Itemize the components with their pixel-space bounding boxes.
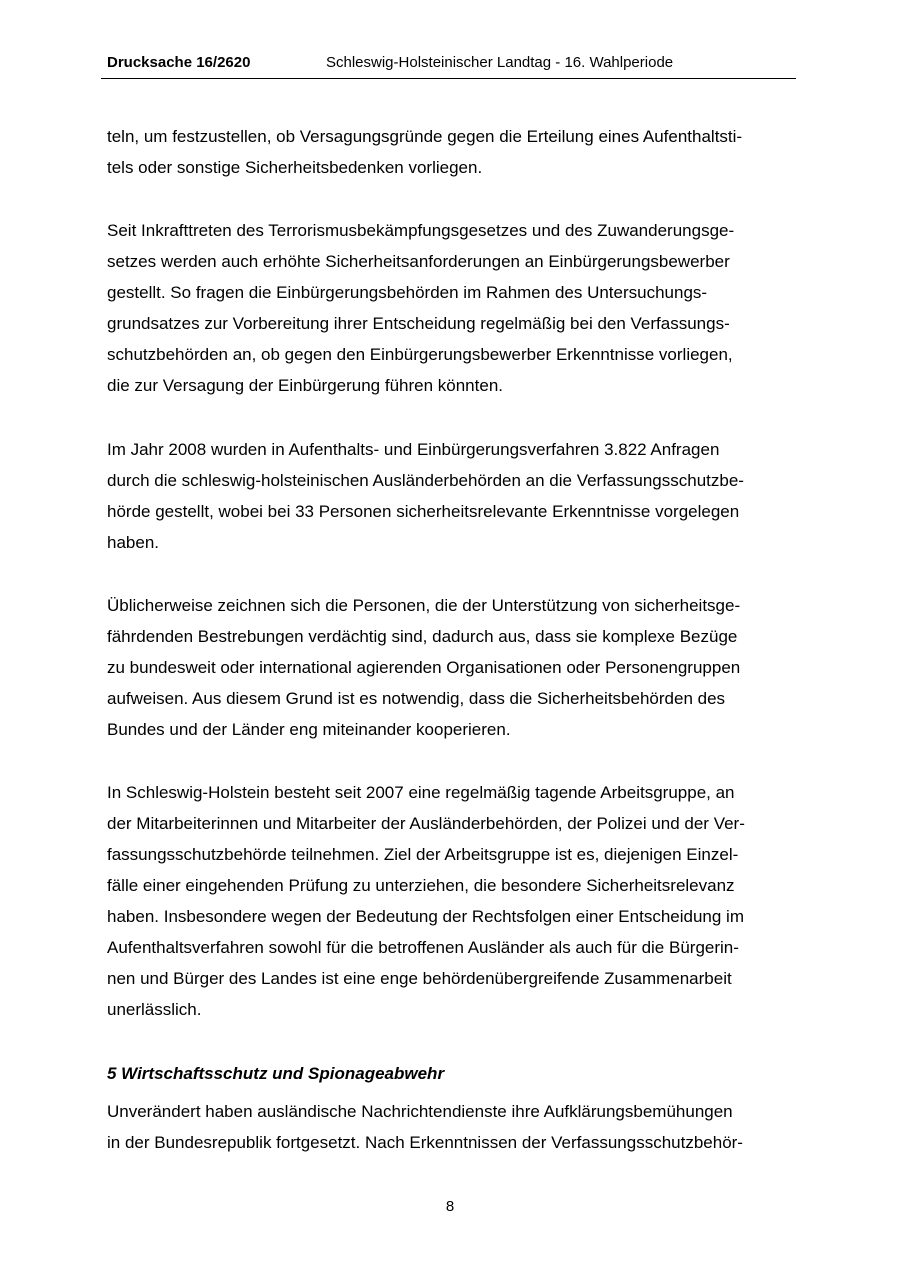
document-number: Drucksache 16/2620 <box>107 54 251 71</box>
paragraph-5-line-8: unerlässlich. <box>107 1000 202 1019</box>
paragraph-5-line-7: nen und Bürger des Landes ist eine enge behördenübergreifende Zusammenarbeit <box>107 969 732 988</box>
paragraph-5-line-6: Aufenthaltsverfahren sowohl für die betroffenen Ausländer als auch für die Bürgerin- <box>107 938 739 957</box>
paragraph-5-line-2: der Mitarbeiterinnen und Mitarbeiter der Ausländerbehörden, der Polizei und der Ver- <box>107 814 745 833</box>
page-number: 8 <box>445 1198 455 1215</box>
section-line-1: Unverändert haben ausländische Nachrichtendienste ihre Aufklärungsbemühungen <box>107 1102 733 1121</box>
paragraph-4-line-1: Üblicherweise zeichnen sich die Personen, die der Unterstützung von sicherheitsge- <box>107 596 741 615</box>
paragraph-1-line-1: teln, um festzustellen, ob Versagungsgründe gegen die Erteilung eines Aufenthaltsti- <box>107 127 743 146</box>
page-header <box>101 52 796 79</box>
paragraph-2-line-5: schutzbehörden an, ob gegen den Einbürgerungsbewerber Erkenntnisse vorliegen, <box>107 345 733 364</box>
paragraph-2-line-4: grundsatzes zur Vorbereitung ihrer Entscheidung regelmäßig bei den Verfassungs- <box>107 314 730 333</box>
paragraph-5-line-3: fassungsschutzbehörde teilnehmen. Ziel der Arbeitsgruppe ist es, diejenigen Einzel- <box>107 845 739 864</box>
paragraph-4-line-4: aufweisen. Aus diesem Grund ist es notwendig, dass die Sicherheitsbehörden des <box>107 689 726 708</box>
paragraph-5-line-4: fälle einer eingehenden Prüfung zu unterziehen, die besondere Sicherheitsrelevanz <box>107 876 735 895</box>
paragraph-3-line-1: Im Jahr 2008 wurden in Aufenthalts- und Einbürgerungsverfahren 3.822 Anfragen <box>107 440 720 459</box>
paragraph-2-line-6: die zur Versagung der Einbürgerung führen könnten. <box>107 376 503 395</box>
paragraph-2-line-1: Seit Inkrafttreten des Terrorismusbekämpfungsgesetzes und des Zuwanderungsge- <box>107 221 735 240</box>
paragraph-4-line-2: fährdenden Bestrebungen verdächtig sind, dadurch aus, dass sie komplexe Bezüge <box>107 627 738 646</box>
paragraph-1-line-2: tels oder sonstige Sicherheitsbedenken vorliegen. <box>107 158 483 177</box>
parliament-title: Schleswig-Holsteinischer Landtag - 16. Wahlperiode <box>326 54 674 71</box>
paragraph-3-line-3: hörde gestellt, wobei bei 33 Personen sicherheitsrelevante Erkenntnisse vorgelegen <box>107 502 740 521</box>
paragraph-4-line-5: Bundes und der Länder eng miteinander kooperieren. <box>107 720 511 739</box>
section-heading: 5 Wirtschaftsschutz und Spionageabwehr <box>107 1064 445 1083</box>
paragraph-5-line-1: In Schleswig-Holstein besteht seit 2007 eine regelmäßig tagende Arbeitsgruppe, an <box>107 783 735 802</box>
paragraph-5-line-5: haben. Insbesondere wegen der Bedeutung der Rechtsfolgen einer Entscheidung im <box>107 907 744 926</box>
section-line-2: in der Bundesrepublik fortgesetzt. Nach Erkenntnissen der Verfassungsschutzbehör- <box>107 1133 743 1152</box>
paragraph-2-line-3: gestellt. So fragen die Einbürgerungsbehörden im Rahmen des Untersuchungs- <box>107 283 708 302</box>
paragraph-2-line-2: setzes werden auch erhöhte Sicherheitsanforderungen an Einbürgerungsbewerber <box>107 252 730 271</box>
paragraph-4-line-3: zu bundesweit oder international agierenden Organisationen oder Personengruppen <box>107 658 741 677</box>
paragraph-3-line-4: haben. <box>107 533 159 552</box>
paragraph-3-line-2: durch die schleswig-holsteinischen Ausländerbehörden an die Verfassungsschutzbe- <box>107 471 744 490</box>
